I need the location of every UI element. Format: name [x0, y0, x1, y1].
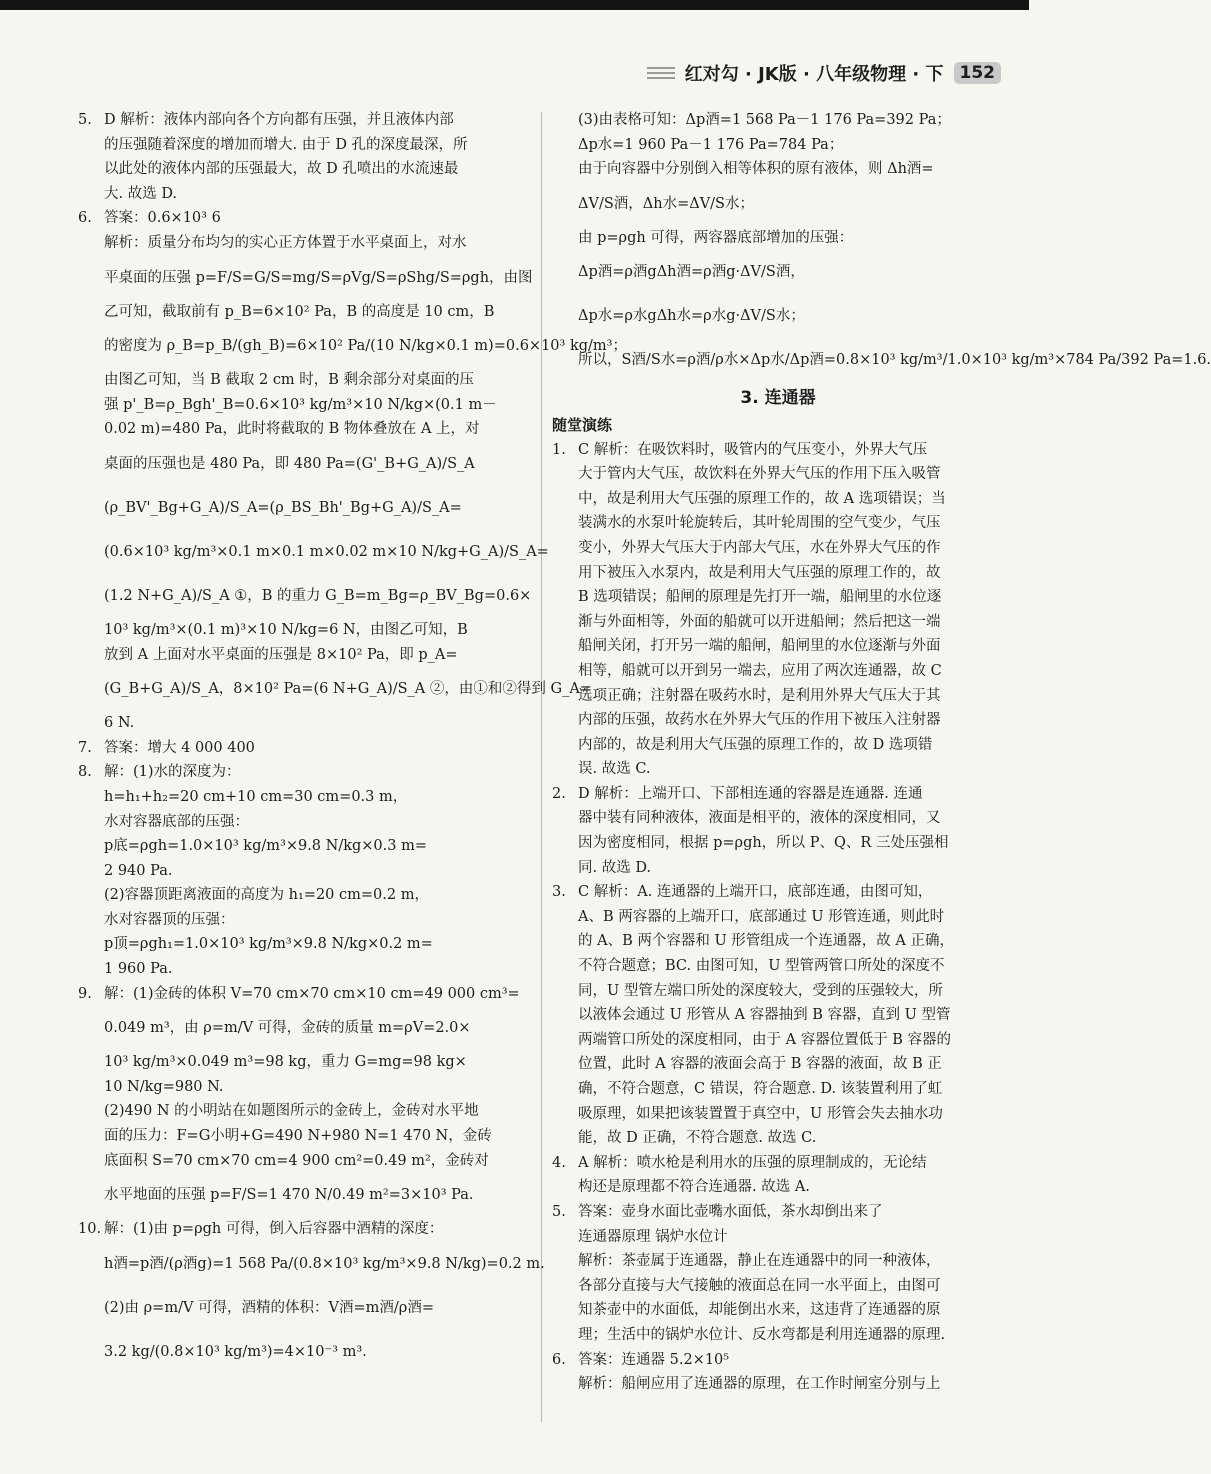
- line-text: 10³ kg/m³×0.049 m³=98 kg，重力 G=mg=98 kg×: [104, 1054, 467, 1071]
- top-edge-bar: [0, 0, 1029, 10]
- line-text: 3.2 kg/(0.8×10³ kg/m³)=4×10⁻³ m³.: [104, 1343, 367, 1360]
- line-text: 所以，S酒/S水=ρ酒/ρ水×Δp水/Δp酒=0.8×10³ kg/m³/1.0×10³ kg/m³×784 Pa/392 Pa=1.6.: [578, 352, 1211, 369]
- line-text: 解：(1)金砖的体积 V=70 cm×70 cm×10 cm=49 000 cm³=: [104, 985, 520, 1002]
- text-line: [78, 393, 530, 418]
- text-line: [552, 831, 1004, 856]
- text-line: [78, 486, 530, 530]
- text-line: [552, 1151, 1004, 1176]
- text-line: [552, 684, 1004, 709]
- text-line: [78, 810, 530, 835]
- item-number: 7.: [78, 739, 92, 756]
- line-text: 大. 故选 D.: [104, 185, 178, 202]
- line-text: 两端管口所处的深度相同，由于 A 容器位置低于 B 容器的: [578, 1031, 952, 1048]
- line-text: 1 960 Pa.: [104, 961, 173, 978]
- line-text: (ρ_BV'_Bg+G_A)/S_A=(ρ_BS_Bh'_Bg+G_A)/S_A=: [104, 499, 462, 516]
- line-text: C 解析：A. 连通器的上端开口，底部连通，由图可知，: [578, 884, 933, 901]
- line-text: 以液体会通过 U 形管从 A 容器抽到 B 容器，直到 U 型管: [578, 1007, 951, 1024]
- line-text: 桌面的压强也是 480 Pa，即 480 Pa=(G'_B+G_A)/S_A: [104, 455, 475, 472]
- line-text: 答案：增大 4 000 400: [104, 739, 255, 756]
- item-number: 9.: [78, 985, 92, 1002]
- line-text: Δp酒=ρ酒gΔh酒=ρ酒g·ΔV/S酒，: [578, 264, 805, 281]
- line-text: 误. 故选 C.: [578, 761, 651, 778]
- subsection-title: 随堂演练: [552, 415, 613, 434]
- line-text: 因为密度相同，根据 p=ρgh，所以 P、Q、R 三处压强相: [578, 835, 949, 852]
- text-line: [552, 585, 1004, 610]
- text-line: [552, 1126, 1004, 1151]
- line-text: (3)由表格可知：Δp酒=1 568 Pa－1 176 Pa=392 Pa；: [578, 112, 951, 128]
- text-line: [552, 782, 1004, 807]
- line-text: 各部分直接与大气接触的液面总在同一水平面上，由图可: [578, 1277, 941, 1294]
- line-text: 解：(1)由 p=ρgh 可得，倒入后容器中酒精的深度：: [104, 1221, 444, 1238]
- text-line: [78, 932, 530, 957]
- line-text: 放到 A 上面对水平桌面的压强是 8×10² Pa，即 p_A=: [104, 646, 458, 663]
- text-line: [78, 1124, 530, 1149]
- item-number: 4.: [552, 1154, 566, 1171]
- text-line: [552, 1249, 1004, 1274]
- text-line: [78, 442, 530, 486]
- text-line: [78, 324, 627, 368]
- line-text: 解析：茶壶属于连通器，静止在连通器中的同一种液体，: [578, 1253, 941, 1270]
- text-line: [78, 368, 530, 393]
- page-header: [647, 58, 1001, 88]
- text-line: [78, 231, 530, 256]
- text-line: [552, 1102, 1004, 1127]
- text-line: [552, 634, 1004, 659]
- text-line: [552, 1200, 1004, 1225]
- line-text: ΔV/S酒，Δh水=ΔV/S水；: [578, 195, 754, 212]
- text-line: [552, 1077, 1004, 1102]
- text-line: [552, 133, 1004, 158]
- text-line: [552, 880, 1004, 905]
- line-text: 位置，此时 A 容器的液面会高于 B 容器的液面，故 B 正: [578, 1056, 942, 1073]
- text-line: [78, 667, 592, 711]
- text-line: [552, 511, 1004, 536]
- line-text: 不符合题意；BC. 由图可知，U 型管两管口所处的深度不: [578, 958, 945, 975]
- text-line: [78, 1149, 530, 1174]
- text-line: [78, 530, 549, 574]
- text-line: [552, 708, 1004, 733]
- line-text: 变小，外界大气压大于内部大气压，水在外界大气压的作: [578, 539, 941, 556]
- line-text: 确，不符合题意，C 错误，符合题意. D. 该装置利用了虹: [578, 1081, 943, 1097]
- text-line: [78, 760, 530, 785]
- text-line: [552, 1274, 1004, 1299]
- text-line: [78, 834, 530, 859]
- text-line: [78, 736, 530, 761]
- line-text: 内部的压强，故药水在外界大气压的作用下被压入注射器: [578, 712, 941, 729]
- text-line: [552, 462, 1004, 487]
- line-text: (G_B+G_A)/S_A，8×10² Pa=(6 N+G_A)/S_A ②，由①和②得到 G_A=: [104, 681, 592, 698]
- text-line: [552, 1052, 1004, 1077]
- line-text: 10³ kg/m³×(0.1 m)³×10 N/kg=6 N，由图乙可知，B: [104, 621, 468, 638]
- text-line: [552, 1348, 1004, 1373]
- text-line: [552, 1003, 1004, 1028]
- line-text: 2 940 Pa.: [104, 862, 173, 879]
- line-text: 水对容器顶的压强：: [104, 911, 235, 928]
- text-line: [78, 206, 530, 231]
- text-line: [552, 757, 1004, 782]
- item-number: 6.: [78, 210, 92, 227]
- text-line: [78, 157, 530, 182]
- header-title: 红对勾 · JK版 · 八年级物理 · 下: [684, 64, 944, 85]
- text-line: [552, 108, 1004, 133]
- line-text: 由于向容器中分别倒入相等体积的原有液体，则 Δh酒=: [578, 161, 934, 178]
- text-line: [552, 487, 1004, 512]
- line-text: 10 N/kg=980 N.: [104, 1078, 224, 1095]
- line-text: 用下被压入水泵内，故是利用大气压强的原理工作的，故: [578, 564, 941, 581]
- line-text: 同，U 型管左端口所处的深度较大，受到的压强较大，所: [578, 982, 943, 999]
- line-text: 解析：船闸应用了连通器的原理，在工作时闸室分别与上: [578, 1376, 941, 1393]
- line-text: A、B 两容器的上端开口，底部通过 U 形管连通，则此时: [578, 908, 945, 925]
- text-line: [552, 806, 1004, 831]
- text-line: [552, 338, 1211, 382]
- text-line: [552, 1323, 1004, 1348]
- line-text: 强 p'_B=ρ_Bgh'_B=0.6×10³ kg/m³×10 N/kg×(0.1 m－: [104, 396, 497, 413]
- text-line: [552, 979, 1004, 1004]
- text-line: [552, 157, 1004, 182]
- line-text: 答案：0.6×10³ 6: [104, 210, 221, 227]
- text-line: [552, 294, 1004, 338]
- line-text: 水平地面的压强 p=F/S=1 470 N/0.49 m²=3×10³ Pa.: [104, 1187, 474, 1204]
- text-line: [552, 1175, 1004, 1200]
- text-line: [78, 574, 530, 618]
- text-line: [552, 1028, 1004, 1053]
- line-text: 相等，船就可以开到另一端去，应用了两次连通器，故 C: [578, 662, 942, 679]
- line-text: D 解析：液体内部向各个方向都有压强，并且液体内部: [104, 112, 454, 128]
- right-bottom-block: [552, 438, 1004, 1397]
- text-line: [552, 905, 1004, 930]
- text-line: [78, 1330, 530, 1374]
- column-divider: [541, 112, 542, 1422]
- text-line: [552, 856, 1004, 881]
- line-text: 同. 故选 D.: [578, 859, 652, 876]
- text-line: [552, 1372, 1004, 1397]
- text-line: [552, 438, 1004, 463]
- line-text: 0.02 m)=480 Pa，此时将截取的 B 物体叠放在 A 上，对: [104, 421, 480, 438]
- item-number: 3.: [552, 884, 566, 901]
- text-line: [552, 226, 1004, 251]
- page-number: 152: [954, 62, 1002, 84]
- text-line: [78, 711, 530, 736]
- right-top-block: [552, 108, 1211, 382]
- text-line: [78, 982, 530, 1007]
- text-line: [78, 1286, 530, 1330]
- section-title: 3. 连通器: [740, 388, 816, 409]
- item-number: 8.: [78, 764, 92, 781]
- line-text: 由 p=ρgh 可得，两容器底部增加的压强：: [578, 229, 854, 246]
- text-line: [78, 1173, 530, 1217]
- line-text: 中，故是利用大气压强的原理工作的，故 A 选项错误；当: [578, 490, 946, 507]
- line-text: (2)容器顶距离液面的高度为 h₁=20 cm=0.2 m，: [104, 887, 429, 904]
- text-line: [552, 250, 1004, 294]
- line-text: (2)由 ρ=m/V 可得，酒精的体积：V酒=m酒/ρ酒=: [104, 1299, 434, 1316]
- line-text: 水对容器底部的压强：: [104, 813, 249, 830]
- text-line: [78, 957, 530, 982]
- line-text: 能，故 D 正确，不符合题意. 故选 C.: [578, 1130, 817, 1147]
- text-line: [78, 908, 530, 933]
- line-text: 渐与外面相等，外面的船就可以开进船闸；然后把这一端: [578, 613, 941, 630]
- line-text: 内部的，故是利用大气压强的原理工作的，故 D 选项错: [578, 736, 933, 753]
- item-number: 5.: [78, 112, 92, 128]
- line-text: (0.6×10³ kg/m³×0.1 m×0.1 m×0.02 m×10 N/kg+G_A)/S_A=: [104, 543, 549, 560]
- line-text: (1.2 N+G_A)/S_A ①，B 的重力 G_B=m_Bg=ρ_BV_Bg=0.6×: [104, 587, 532, 604]
- item-number: 6.: [552, 1351, 566, 1368]
- text-line: [552, 929, 1004, 954]
- line-text: 装满水的水泵叶轮旋转后，其叶轮周围的空气变少，气压: [578, 515, 941, 532]
- text-line: [552, 536, 1004, 561]
- text-line: [552, 1225, 1004, 1250]
- text-line: [552, 733, 1004, 758]
- line-text: 解：(1)水的深度为：: [104, 764, 241, 781]
- line-text: Δp水=ρ水gΔh水=ρ水g·ΔV/S水；: [578, 308, 805, 325]
- text-line: [78, 859, 530, 884]
- item-number: 10.: [78, 1221, 102, 1238]
- line-text: 船闸关闭，打开另一端的船闸，船闸里的水位逐渐与外面: [578, 638, 941, 655]
- text-line: [78, 1050, 530, 1075]
- line-text: 理；生活中的锅炉水位计、反水弯都是利用连通器的原理.: [578, 1326, 946, 1343]
- text-line: [78, 785, 530, 810]
- text-line: [78, 300, 530, 325]
- text-line: [78, 643, 530, 668]
- line-text: 平桌面的压强 p=F/S=G/S=mg/S=ρVg/S=ρShg/S=ρgh，由图: [104, 269, 533, 286]
- line-text: p顶=ρgh₁=1.0×10³ kg/m³×9.8 N/kg×0.2 m=: [104, 936, 433, 953]
- text-line: [552, 182, 1004, 226]
- line-text: B 选项错误；船闸的原理是先打开一端，船闸里的水位逐: [578, 589, 942, 606]
- line-text: 连通器原理 锅炉水位计: [578, 1228, 728, 1245]
- line-text: 的 A、B 两个容器和 U 形管组成一个连通器，故 A 正确，: [578, 933, 954, 950]
- line-text: 吸原理，如果把该装置置于真空中，U 形管会失去抽水功: [578, 1105, 943, 1122]
- text-line: [78, 108, 530, 133]
- line-text: h=h₁+h₂=20 cm+10 cm=30 cm=0.3 m，: [104, 788, 408, 805]
- line-text: 答案：壶身水面比壶嘴水面低，茶水却倒出来了: [578, 1203, 883, 1220]
- line-text: 6 N.: [104, 715, 135, 732]
- item-number: 5.: [552, 1203, 566, 1220]
- line-text: 以此处的液体内部的压强最大，故 D 孔喷出的水流速最: [104, 161, 459, 178]
- text-line: [78, 618, 530, 643]
- text-line: [78, 182, 530, 207]
- line-text: 知茶壶中的水面低，却能倒出水来，这违背了连通器的原: [578, 1302, 941, 1319]
- text-line: [552, 659, 1004, 684]
- line-text: 乙可知，截取前有 p_B=6×10² Pa，B 的高度是 10 cm，B: [104, 303, 495, 320]
- text-line: [552, 1298, 1004, 1323]
- line-text: 面的压力：F=G小明+G=490 N+980 N=1 470 N，金砖: [104, 1128, 492, 1145]
- text-line: [78, 1075, 530, 1100]
- item-number: 2.: [552, 785, 566, 802]
- line-text: 由图乙可知，当 B 截取 2 cm 时，B 剩余部分对桌面的压: [104, 372, 475, 389]
- line-text: 器中装有同种液体，液面是相平的，液体的深度相同，又: [578, 810, 941, 827]
- header-lines-icon: [647, 67, 675, 79]
- line-text: C 解析：在吸饮料时，吸管内的气压变小，外界大气压: [578, 441, 928, 458]
- line-text: D 解析：上端开口、下部相连通的容器是连通器. 连通: [578, 785, 923, 802]
- text-line: [78, 1006, 530, 1050]
- line-text: 的压强随着深度的增加而增大. 由于 D 孔的深度最深，所: [104, 136, 468, 153]
- text-line: [78, 1217, 530, 1242]
- line-text: 构还是原理都不符合连通器. 故选 A.: [578, 1179, 810, 1196]
- line-text: Δp水=1 960 Pa－1 176 Pa=784 Pa；: [578, 136, 844, 153]
- line-text: 底面积 S=70 cm×70 cm=4 900 cm²=0.49 m²，金砖对: [104, 1152, 489, 1169]
- right-column: [552, 108, 1211, 1397]
- text-line: [552, 954, 1004, 979]
- line-text: 大于管内大气压，故饮料在外界大气压的作用下压入吸管: [578, 466, 941, 483]
- text-line: [552, 610, 1004, 635]
- text-line: [78, 133, 530, 158]
- line-text: A 解析：喷水枪是利用水的压强的原理制成的，无论结: [578, 1154, 927, 1171]
- line-text: 的密度为 ρ_B=p_B/(gh_B)=6×10² Pa/(10 N/kg×0.1 m)=0.6×10³ kg/m³；: [104, 338, 627, 355]
- text-line: [78, 1242, 545, 1286]
- text-line: [552, 561, 1004, 586]
- line-text: 解析：质量分布均匀的实心正方体置于水平桌面上，对水: [104, 234, 467, 251]
- text-line: [78, 256, 533, 300]
- line-text: 0.049 m³，由 ρ=m/V 可得，金砖的质量 m=ρV=2.0×: [104, 1020, 471, 1037]
- text-line: [78, 1099, 530, 1124]
- text-line: [78, 417, 530, 442]
- line-text: h酒=p酒/(ρ酒g)=1 568 Pa/(0.8×10³ kg/m³×9.8 N/kg)=0.2 m.: [104, 1255, 545, 1272]
- line-text: 答案：连通器 5.2×10⁵: [578, 1351, 730, 1368]
- line-text: 选项正确；注射器在吸药水时，是利用外界大气压大于其: [578, 687, 941, 704]
- line-text: p底=ρgh=1.0×10³ kg/m³×9.8 N/kg×0.3 m=: [104, 838, 428, 855]
- item-number: 1.: [552, 441, 566, 458]
- line-text: (2)490 N 的小明站在如题图所示的金砖上，金砖对水平地: [104, 1103, 479, 1120]
- text-line: [78, 883, 530, 908]
